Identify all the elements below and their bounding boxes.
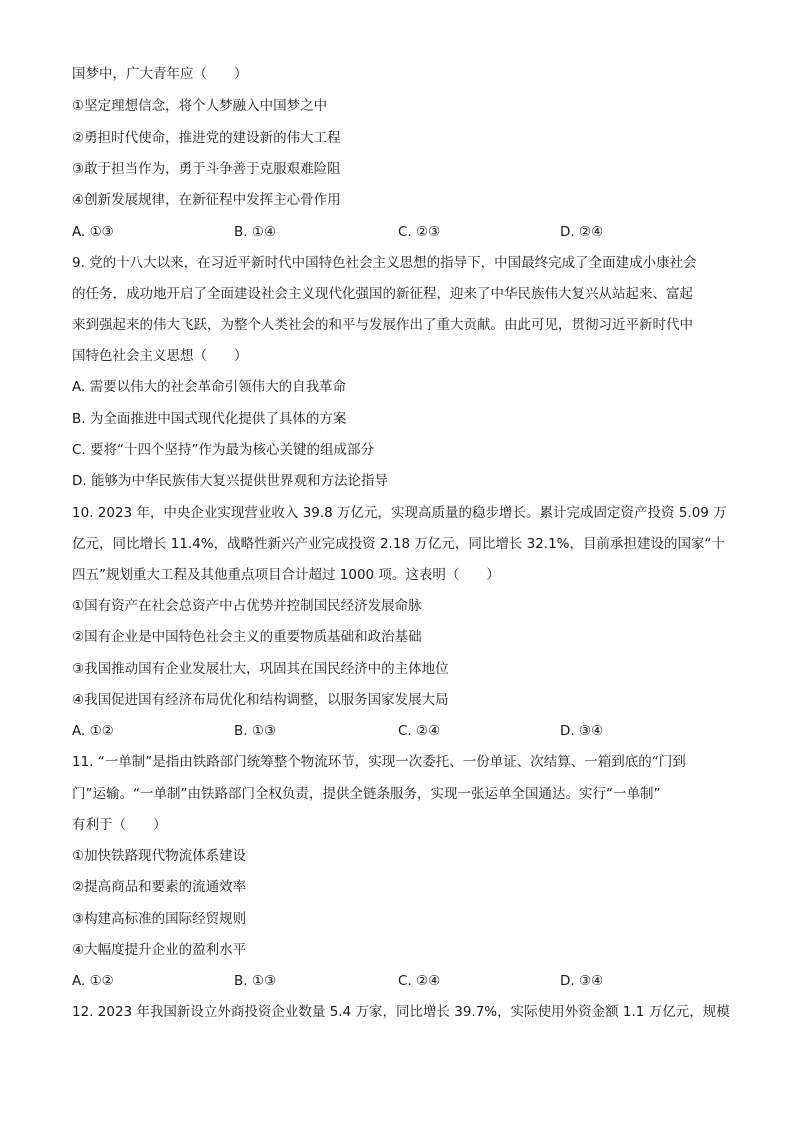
q11-stem-line-2: 门”运输。“一单制”由铁路部门全权负责，提供全链条服务，实现一张运单全国通达。实行“一单制” [72,786,661,802]
q9-option-b: B. 为全面推进中国式现代化提供了具体的方案 [72,411,347,427]
q8-item-1: ①坚定理想信念，将个人梦融入中国梦之中 [72,98,328,114]
q10-stem-line-2: 亿元，同比增长 11.4%，战略性新兴产业完成投资 2.18 万亿元，同比增长 32.1%，目前承担建设的国家“十 [72,536,725,552]
q8-stem-tail: 国梦中，广大青年应（ ） [72,66,248,82]
q12-stem-line-1: 12. 2023 年我国新设立外商投资企业数量 5.4 万家，同比增长 39.7%，实际使用外资金额 1.1 万亿元，规模 [72,1004,730,1020]
q9-option-a: A. 需要以伟大的社会革命引领伟大的自我革命 [72,379,347,395]
q11-option-a: A. ①② [72,973,114,989]
q10-stem-line-1: 10. 2023 年，中央企业实现营业收入 39.8 万亿元，实现高质量的稳步增长。累计完成固定资产投资 5.09 万 [72,505,727,521]
q10-item-4: ④我国促进国有经济布局优化和结构调整，以服务国家发展大局 [72,692,449,708]
q8-option-a: A. ①③ [72,224,114,240]
q10-option-c: C. ②④ [398,723,441,739]
q11-item-1: ①加快铁路现代物流体系建设 [72,848,247,864]
q10-item-2: ②国有企业是中国特色社会主义的重要物质基础和政治基础 [72,629,422,645]
q8-item-3: ③敢于担当作为，勇于斗争善于克服艰难险阻 [72,161,341,177]
q10-option-d: D. ③④ [560,723,604,739]
q10-option-a: A. ①② [72,723,114,739]
q11-item-3: ③构建高标准的国际经贸规则 [72,911,247,927]
q9-option-d: D. 能够为中华民族伟大复兴提供世界观和方法论指导 [72,473,388,489]
q8-item-2: ②勇担时代使命，推进党的建设新的伟大工程 [72,130,341,146]
q8-item-4: ④创新发展规律，在新征程中发挥主心骨作用 [72,192,341,208]
q10-stem-line-3: 四五”规划重大工程及其他重点项目合计超过 1000 项。这表明（ ） [72,567,500,583]
q11-item-4: ④大幅度提升企业的盈利水平 [72,942,247,958]
q10-option-b: B. ①③ [234,723,277,739]
q9-stem-line-2: 的任务，成功地开启了全面建设社会主义现代化强国的新征程，迎来了中华民族伟大复兴从站起来、富起 [72,286,693,302]
q11-stem-line-3: 有利于（ ） [72,817,167,833]
q8-option-b: B. ①④ [234,224,277,240]
q8-option-c: C. ②③ [398,224,441,240]
q9-stem-line-1: 9. 党的十八大以来，在习近平新时代中国特色社会主义思想的指导下，中国最终完成了全面建成小康社会 [72,255,697,271]
q10-item-1: ①国有资产在社会总资产中占优势并控制国民经济发展命脉 [72,598,422,614]
q9-stem-line-3: 来到强起来的伟大飞跃，为整个人类社会的和平与发展作出了重大贡献。由此可见，贯彻习近平新时代中 [72,317,693,333]
q11-option-b: B. ①③ [234,973,277,989]
q8-option-d: D. ②④ [560,224,604,240]
q9-stem-line-4: 国特色社会主义思想（ ） [72,348,248,364]
q11-item-2: ②提高商品和要素的流通效率 [72,879,247,895]
q9-option-c: C. 要将“十四个坚持”作为最为核心关键的组成部分 [72,442,374,458]
q10-item-3: ③我国推动国有企业发展壮大，巩固其在国民经济中的主体地位 [72,661,449,677]
q11-stem-line-1: 11. “一单制”是指由铁路部门统筹整个物流环节，实现一次委托、一份单证、次结算、一箱到底的“门到 [72,754,686,770]
q11-option-c: C. ②④ [398,973,441,989]
q11-option-d: D. ③④ [560,973,604,989]
